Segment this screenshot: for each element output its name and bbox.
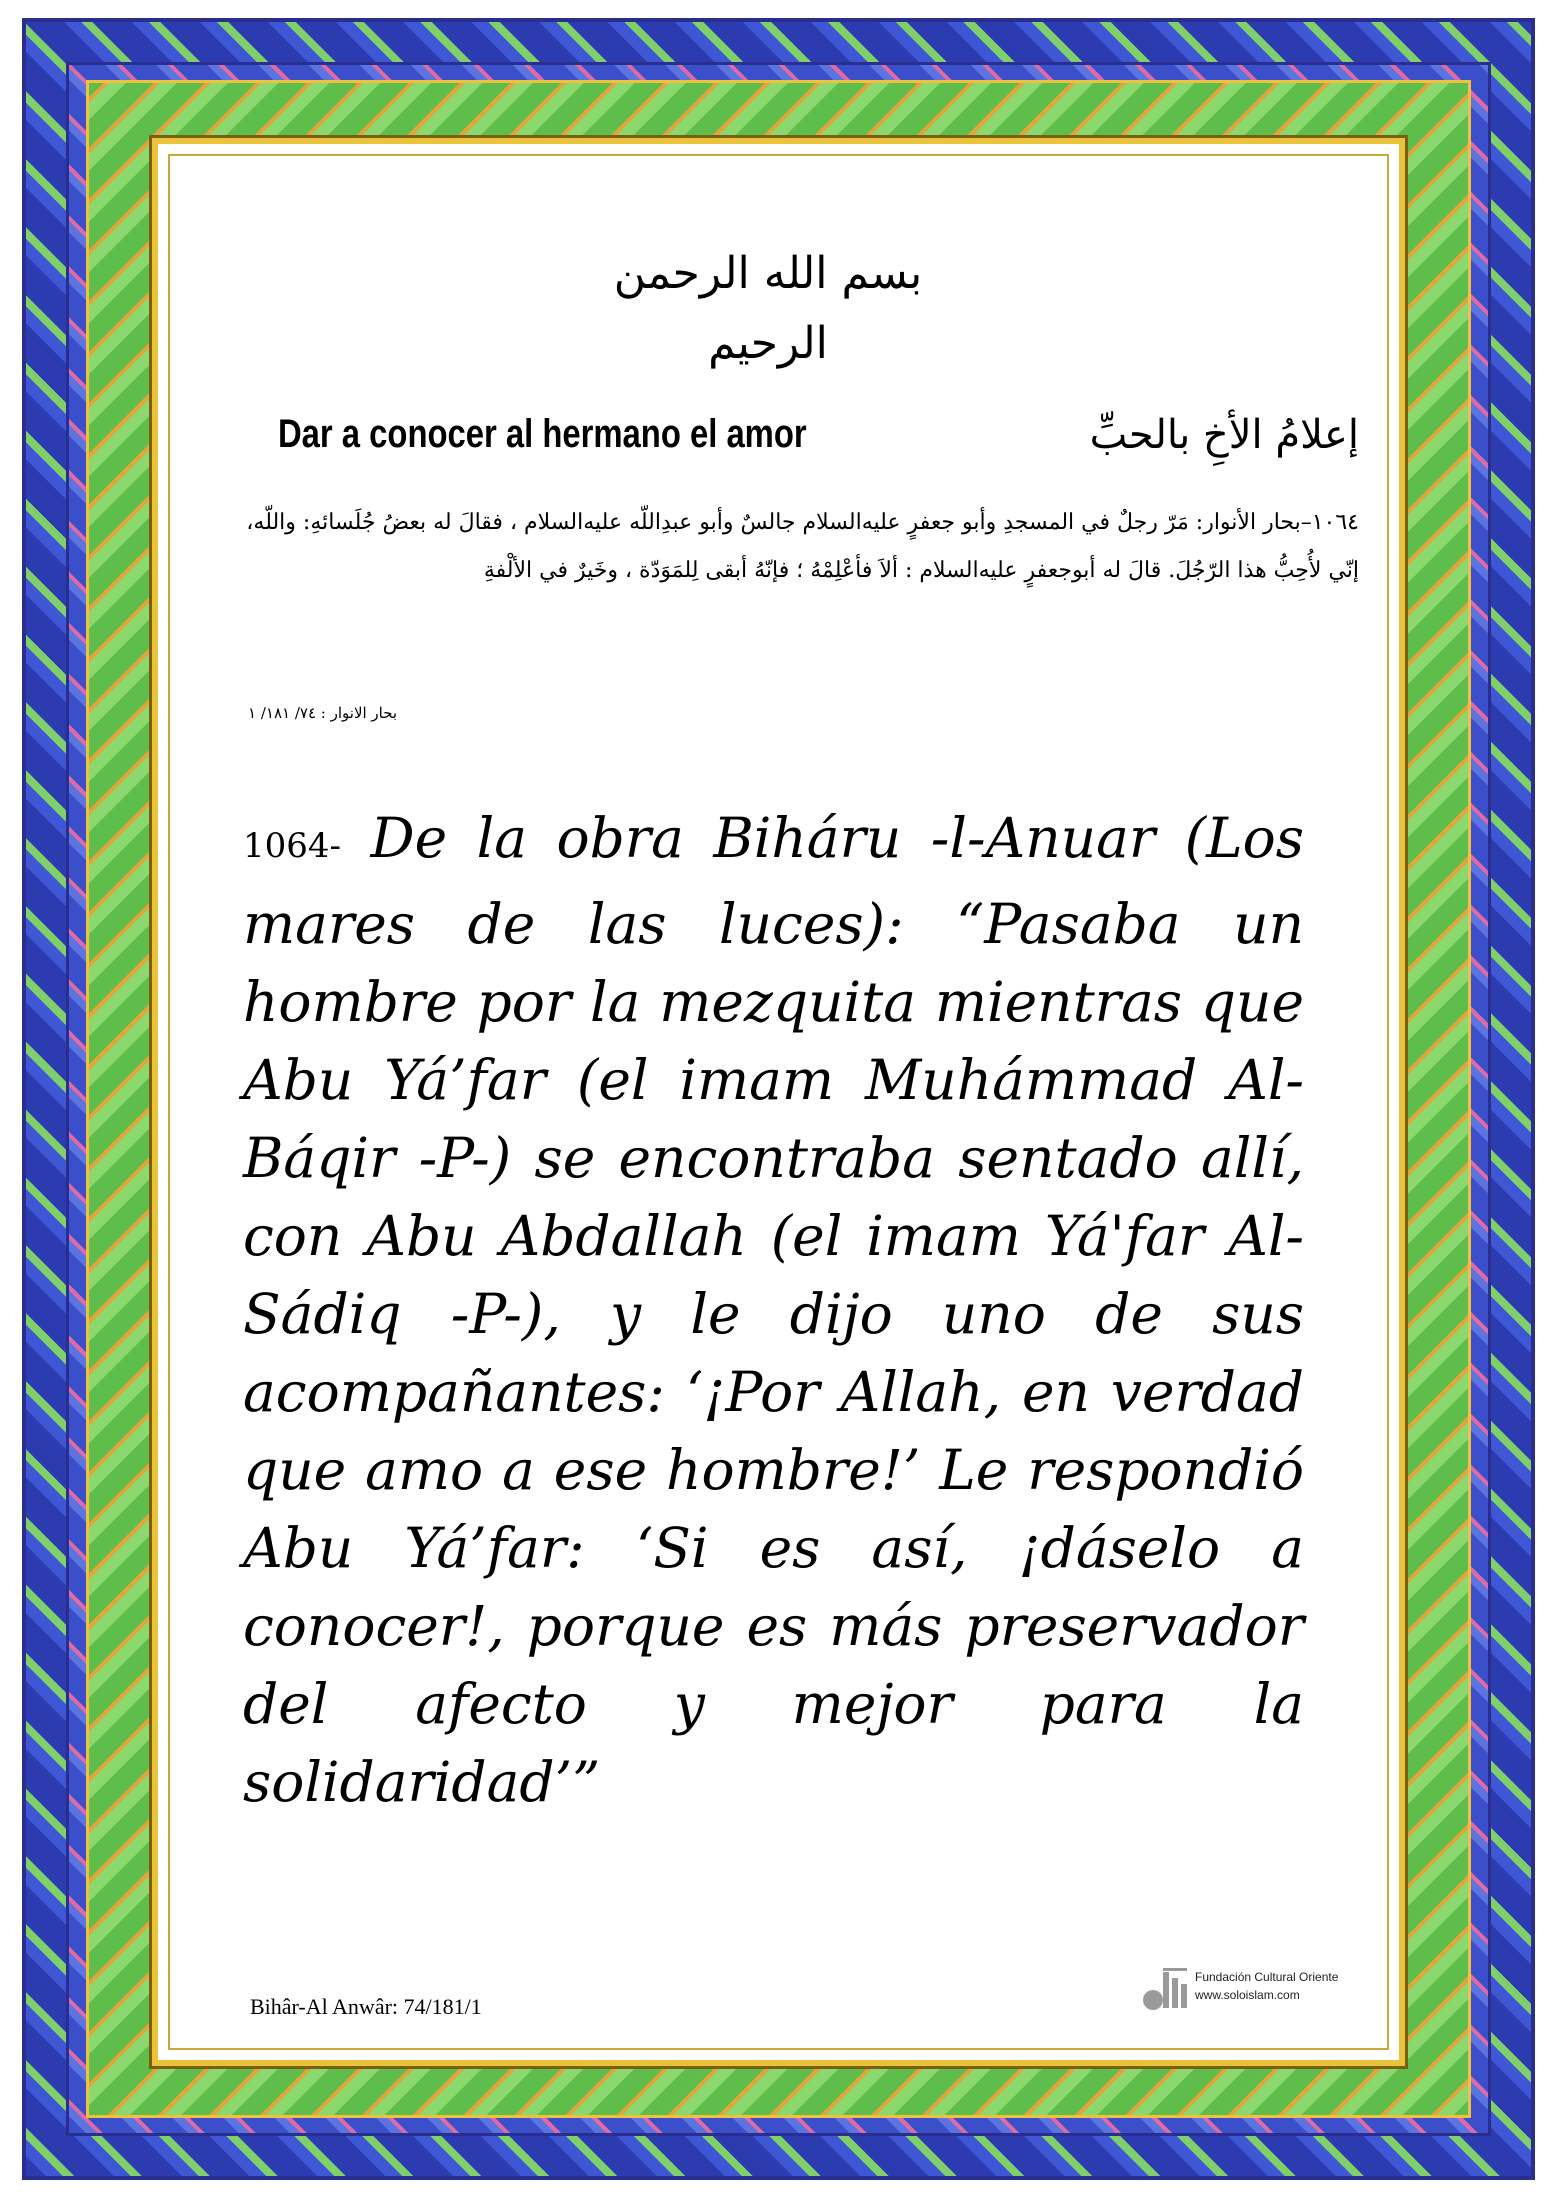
bismillah-calligraphy [598, 239, 938, 369]
hadith-number: 1064- [243, 826, 342, 866]
arabic-reference: بحار الانوار : ٧٤/ ١٨١/ ١ [248, 704, 398, 722]
title-arabic: إعلامُ الأخِ بالحبِّ [1089, 412, 1359, 458]
spanish-hadith [243, 799, 1304, 1821]
publisher-logo [1139, 1964, 1369, 2014]
title-spanish: Dar a conocer al hermano el amor [278, 412, 807, 456]
content-frame [152, 138, 1405, 2066]
logo-icon [1139, 1964, 1191, 2014]
spanish-reference: Bihâr-Al Anwâr: 74/181/1 [250, 1994, 482, 2019]
logo-url: www.soloislam.com [1195, 1988, 1300, 2002]
logo-name: Fundación Cultural Oriente [1195, 1970, 1339, 1984]
arabic-hadith: ١٠٦٤–بحار الأنوار: مَرّ رجلٌ في المسجدِ وأبو جعفرٍ عليه‌السلام جالسٌ وأبو عبدِاللّه عليه‌السلام ، فقالَ له بعضُ جُلَسائهِ: واللّه، إنّي لأُحِبُّ هذا الرّجُلَ. قالَ له أبوجعفرٍ عليه‌السلام : ألاَ فأعْلِمْهُ ؛ فإنّهُ أبقى لِلمَوَدّة ، وخَيرٌ في الألْفةِ [246, 510, 1359, 583]
bismillah-text: بسم الله الرحمن الرحيم [613, 248, 923, 369]
content-area [158, 144, 1399, 2060]
spanish-hadith-text: De la obra Biháru -l-Anuar (Los mares de las luces): “Pasaba un hombre por la mezquita mientras que Abu Yá’far (el imam Muhámmad Al-Báqir -P-) se encontraba sentado allí, con Abu Abdallah (el imam Yá'far Al-Sádiq -P-), y le dijo uno de sus acompañantes: ‘¡Por Allah, en verdad que amo a ese hombre!’ Le respondió Abu Yá’far: ‘Si es así, ¡dáselo a conocer!, porque es más preservador del afecto y mejor para la solidaridad’” [243, 806, 1304, 1814]
